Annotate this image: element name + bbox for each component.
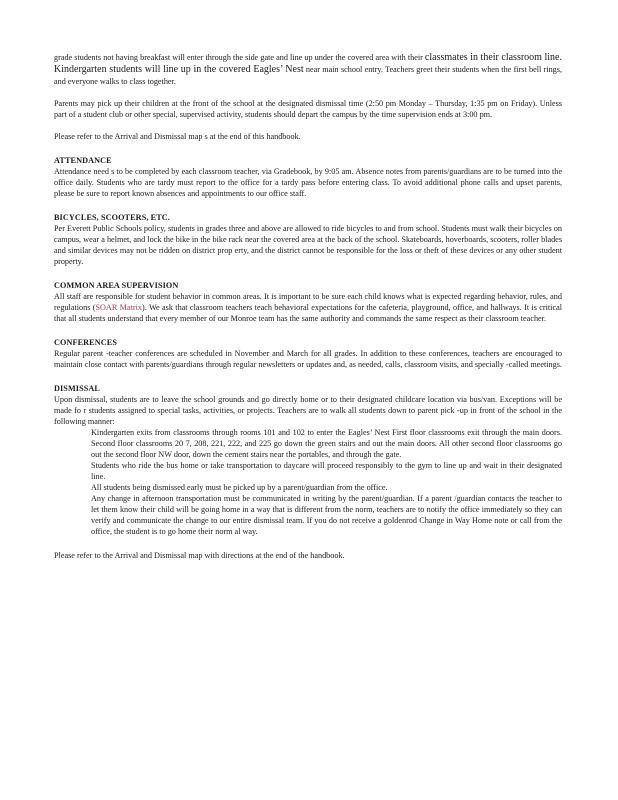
handbook-page <box>54 52 562 561</box>
list-item <box>71 460 562 482</box>
list-item-text: Students who ride the bus home or take transportation to daycare will proceed responsibly to the gym to line up and wait in their designated line. <box>91 461 562 481</box>
dismissal-list <box>54 427 562 537</box>
common-area-text-b: ). We ask that classroom teachers teach behavioral expectations for the cafeteria, playground, office, and hallways. It is critical that all students understand that every member of our Monroe team has the same authority and commands the same respect as their classroom teacher. <box>54 303 563 323</box>
list-item <box>71 493 562 537</box>
list-item <box>71 427 562 460</box>
common-area-text-a: All staff are responsible for student behavior in common areas. It is important to be sure each child knows what is expected regarding behavior, rules, and regulations ( <box>54 292 562 312</box>
conferences-body: Regular parent -teacher conferences are scheduled in November and March for all grades. In addition to these conferences, teachers are encouraged to maintain close contact with parents/guardians through regular newsletters or updates and, as needed, calls, classroom visits, and specially -called meetings. <box>54 349 562 369</box>
dismissal-heading: DISMISSAL <box>54 384 100 393</box>
intro-line-1: grade students not having breakfast will enter through the side gate and line up under the covered area with their <box>54 53 423 62</box>
attendance-body: Attendance need s to be completed by each classroom teacher, via Gradebook, by 9:05 am. Absence notes from parents/guardians are to be turned into the office daily. Students who are tardy must report to the office for a tardy pass before entering class. To avoid additional phone calls and upset parents, please be sure to report known absences and appointments to our office staff. <box>54 167 562 198</box>
footer-map-reference: Please refer to the Arrival and Dismissal map with directions at the end of the handbook. <box>54 551 345 560</box>
intro-line-2: classmates in their classroom line. Kindergarten students will line up in the covered Eagles’ Nest <box>54 52 562 75</box>
list-item <box>71 482 562 493</box>
map-reference: Please refer to the Arrival and Dismissal map s at the end of this handbook. <box>54 132 301 141</box>
intro-line-3: school entry. Teachers greet their students when the first bell rings, and everyone walks to class together. <box>54 65 563 86</box>
list-item-text: All students being dismissed early must be picked up by a parent/guardian from the office. <box>91 483 388 492</box>
bicycles-body: Per Everett Public Schools policy, students in grades three and above are allowed to ride bicycles to and from school. Students must walk their bicycles on campus, wear a helmet, and lock the bike in the bike rack near the covered area at the back of the school. Skateboards, hoverboards, scooters, roller blades and similar devices may not be ridden on district prop erty, and the district cannot be responsible for the loss or theft of these devices or any other student property. <box>54 224 562 266</box>
bicycles-heading: BICYCLES, SCOOTERS, ETC. <box>54 213 170 222</box>
common-area-body <box>54 291 562 324</box>
pickup-paragraph: Parents may pick up their children at the front of the school at the designated dismissal time (2:50 pm Monday – Thursday, 1:35 pm on Friday). Unless part of a student club or other special, supervised activity, students should depart the campus by the time supervision ends at 3:00 pm. <box>54 99 562 119</box>
conferences-heading: CONFERENCES <box>54 338 117 347</box>
common-area-heading: COMMON AREA SUPERVISION <box>54 281 179 290</box>
list-item-text: Kindergarten exits from classrooms through rooms 101 and 102 to enter the Eagles’ Nest First floor classrooms exit through the main doors. Second floor classrooms 20 7, 208, 221, 222, and 225 go down the green stairs and out the main doors. All other second floor classrooms go out the second floor NW door, down the cement stairs near the portables, and through the gate. <box>91 428 562 459</box>
list-item-text: Any change in afternoon transportation must be communicated in writing by the parent/guardian. If a parent /guardian contacts the teacher to let them know their child will be going home in a way that is different from the norm, teachers are to notify the office immediately so they can verify and communicate the change to our entire dismissal team. If you do not receive a goldenrod Change in Way Home note or call from the office, the student is to go home their norm al way. <box>91 494 562 536</box>
attendance-heading: ATTENDANCE <box>54 156 112 165</box>
dismissal-intro: Upon dismissal, students are to leave the school grounds and go directly home or to their designated childcare location via bus/van. Exceptions will be made fo r students assigned to special tasks, activities, or projects. Teachers are to walk all students down to parent pick -up in front of the school in the following manner: <box>54 395 562 426</box>
intro-line-2-tail: near main <box>305 65 339 74</box>
soar-matrix-link[interactable]: SOAR Matrix <box>95 303 142 312</box>
intro-paragraph <box>54 52 562 87</box>
